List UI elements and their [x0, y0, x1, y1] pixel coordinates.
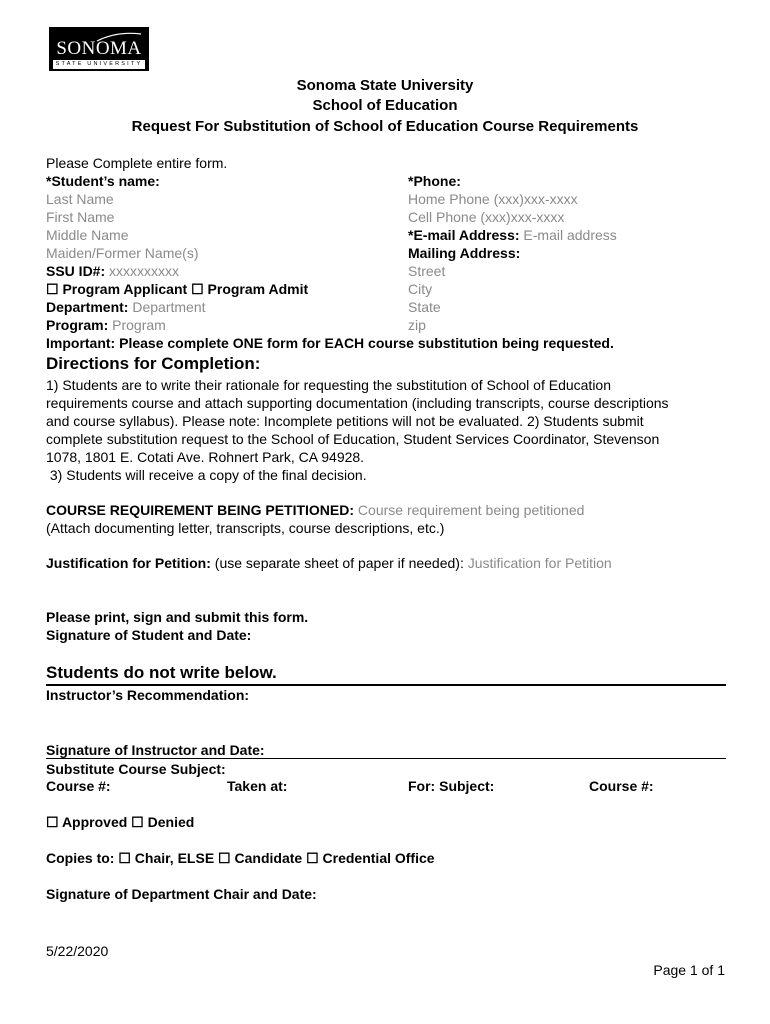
header-school: School of Education	[312, 97, 458, 114]
directions-line: 3) Students will receive a copy of the final decision.	[46, 467, 367, 483]
ssu-id-label: SSU ID#:	[46, 263, 106, 279]
page-title: Request For Substitution of School of Education Course Requirements	[131, 118, 639, 135]
directions-line: 1078, 1801 E. Cotati Ave. Rohnert Park, CA 94928.	[46, 449, 365, 465]
justification-field[interactable]: Justification for Petition	[467, 555, 612, 571]
denied-checkbox[interactable]: ☐	[131, 814, 144, 830]
directions-line: 1) Students are to write their rationale for requesting the substitution of School of Education	[46, 377, 611, 393]
course-petition-label: COURSE REQUIREMENT BEING PETITIONED:	[46, 502, 355, 518]
program-admit-label: Program Admit	[207, 281, 309, 297]
header-university: Sonoma State University	[296, 77, 474, 94]
course-number-label: Course #:	[46, 778, 111, 794]
email-field[interactable]: E-mail address	[523, 227, 617, 243]
department-row	[46, 298, 206, 316]
credential-office-checkbox[interactable]: ☐	[306, 850, 319, 866]
for-course-number-label: Course #:	[589, 778, 654, 794]
directions-line: requirements course and attach supporting documentation (including transcripts, course descriptions	[46, 395, 669, 411]
office-use-heading: Students do not write below.	[46, 663, 277, 682]
cell-phone-field[interactable]: Cell Phone (xxx)xxx-xxxx	[408, 209, 565, 225]
program-applicant-label: Program Applicant	[62, 281, 188, 297]
department-field[interactable]: Department	[132, 299, 206, 315]
attach-note: (Attach documenting letter, transcripts, course descriptions, etc.)	[46, 520, 445, 536]
ssu-id-field[interactable]: xxxxxxxxxx	[109, 263, 180, 279]
student-signature-label: Signature of Student and Date:	[46, 627, 252, 643]
program-label: Program:	[46, 317, 109, 333]
candidate-label: Candidate	[234, 850, 303, 866]
directions-line: and course syllabus). Please note: Incomplete petitions will not be evaluated. 2) Students submit	[46, 413, 644, 429]
approved-checkbox[interactable]: ☐	[46, 814, 59, 830]
credential-office-label: Credential Office	[322, 850, 435, 866]
substitute-subject-label: Substitute Course Subject:	[46, 761, 226, 777]
logo-subtitle: STATE UNIVERSITY	[53, 60, 145, 69]
program-status-row	[46, 280, 308, 298]
street-field[interactable]: Street	[408, 263, 446, 279]
chair-signature-label: Signature of Department Chair and Date:	[46, 886, 317, 902]
candidate-checkbox[interactable]: ☐	[218, 850, 231, 866]
middle-name-field[interactable]: Middle Name	[46, 227, 129, 243]
phone-label: *Phone:	[408, 173, 461, 189]
zip-field[interactable]: zip	[408, 317, 426, 333]
taken-at-label: Taken at:	[227, 778, 288, 794]
justification-label: Justification for Petition:	[46, 555, 211, 571]
approved-label: Approved	[61, 814, 128, 830]
state-field[interactable]: State	[408, 299, 441, 315]
page-number: Page 1 of 1	[653, 962, 725, 978]
for-subject-label: For: Subject:	[408, 778, 495, 794]
ssu-id-row	[46, 262, 179, 280]
submit-instruction: Please print, sign and submit this form.	[46, 609, 309, 625]
first-name-field[interactable]: First Name	[46, 209, 115, 225]
chair-label: Chair, ELSE	[134, 850, 215, 866]
department-label: Department:	[46, 299, 129, 315]
directions-line: complete substitution request to the School of Education, Student Services Coordinator, Stevenson	[46, 431, 660, 447]
instructor-divider	[46, 758, 726, 759]
footer-date: 5/22/2020	[46, 943, 109, 959]
city-field[interactable]: City	[408, 281, 433, 297]
logo-name: SONOMA	[56, 38, 142, 59]
instructor-recommendation-label: Instructor’s Recommendation:	[46, 687, 250, 703]
instructor-signature-label: Signature of Instructor and Date:	[46, 742, 265, 758]
program-field[interactable]: Program	[112, 317, 166, 333]
copies-row	[46, 849, 435, 867]
decision-row	[46, 813, 194, 831]
directions-heading: Directions for Completion:	[46, 354, 261, 373]
denied-label: Denied	[147, 814, 195, 830]
student-name-label: *Student’s name:	[46, 173, 160, 189]
justification-row	[46, 554, 612, 572]
copies-to-label: Copies to:	[46, 850, 115, 866]
course-petition-row	[46, 501, 584, 519]
home-phone-field[interactable]: Home Phone (xxx)xxx-xxxx	[408, 191, 578, 207]
email-label: *E-mail Address:	[408, 227, 520, 243]
mailing-address-label: Mailing Address:	[408, 245, 521, 261]
email-row	[408, 226, 617, 244]
important-note: Important: Please complete ONE form for EACH course substitution being requested.	[46, 335, 614, 351]
justification-note: (use separate sheet of paper if needed):	[214, 555, 464, 571]
program-row	[46, 316, 166, 334]
course-petition-field[interactable]: Course requirement being petitioned	[357, 502, 585, 518]
program-applicant-checkbox[interactable]: ☐	[46, 281, 59, 297]
maiden-name-field[interactable]: Maiden/Former Name(s)	[46, 245, 199, 261]
form-intro: Please Complete entire form.	[46, 155, 228, 171]
program-admit-checkbox[interactable]: ☐	[191, 281, 204, 297]
university-logo	[49, 27, 149, 71]
last-name-field[interactable]: Last Name	[46, 191, 114, 207]
chair-checkbox[interactable]: ☐	[118, 850, 131, 866]
